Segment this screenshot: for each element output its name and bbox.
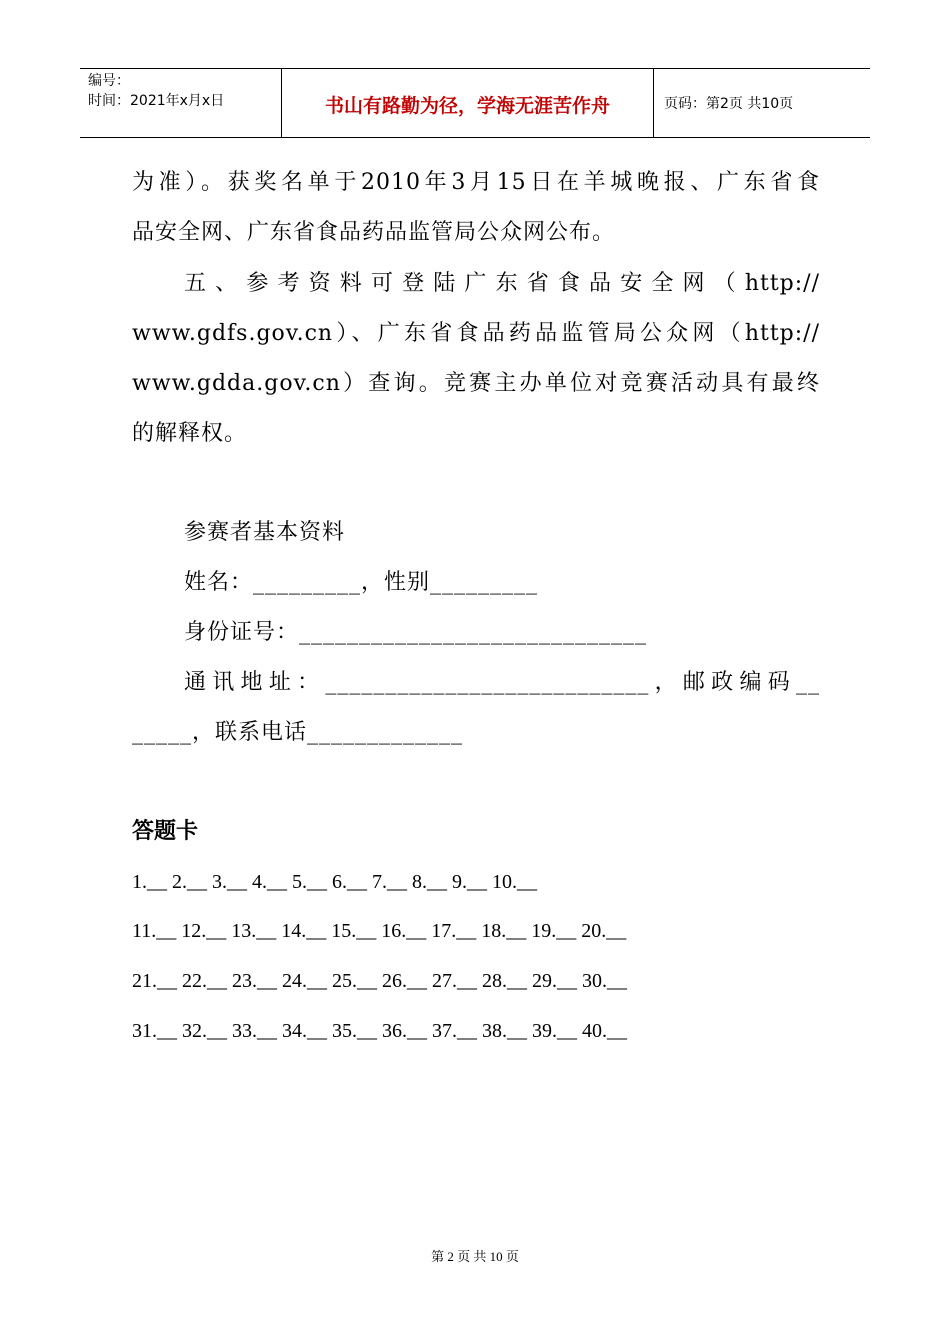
header-number-label: 编号： bbox=[88, 73, 130, 89]
form-phone: _____，联系电话_____________ bbox=[132, 720, 464, 745]
header-meta bbox=[80, 69, 282, 137]
page-footer: 第 2 页 共 10 页 bbox=[431, 1249, 519, 1264]
form-address-postcode: 通讯地址：___________________________，邮政编码__ bbox=[184, 670, 820, 695]
answer-row: 21.__ 22.__ 23.__ 24.__ 25.__ 26.__ 27.__ 28.__ 29.__ 30.__ bbox=[132, 970, 627, 992]
header-time-label: 时间：2021年x月x日 bbox=[88, 93, 225, 109]
page-header bbox=[80, 68, 870, 138]
answer-row: 1.__ 2.__ 3.__ 4.__ 5.__ 6.__ 7.__ 8.__ 9.__ 10.__ bbox=[132, 871, 537, 893]
header-motto: 书山有路勤为径，学海无涯苦作舟 bbox=[282, 69, 654, 137]
paragraph-line: 的解释权。 bbox=[132, 421, 248, 446]
paragraph-line: 品安全网、广东省食品药品监管局公众网公布。 bbox=[132, 220, 616, 245]
answer-card-title: 答题卡 bbox=[132, 819, 199, 844]
answer-row: 31.__ 32.__ 33.__ 34.__ 35.__ 36.__ 37.__ 38.__ 39.__ 40.__ bbox=[132, 1020, 627, 1042]
header-page-info: 页码：第2页 共10页 bbox=[664, 96, 794, 112]
paragraph-line: 为准）。获奖名单于2010年3月15日在羊城晚报、广东省食 bbox=[132, 170, 820, 195]
paragraph-line: 五、参考资料可登陆广东省食品安全网（http:// bbox=[184, 271, 820, 296]
form-title: 参赛者基本资料 bbox=[184, 520, 346, 545]
answer-row: 11.__ 12.__ 13.__ 14.__ 15.__ 16.__ 17.__ 18.__ 19.__ 20.__ bbox=[132, 920, 627, 942]
form-name-gender: 姓名：_________，性别_________ bbox=[184, 570, 539, 595]
paragraph-line: www.gdfs.gov.cn）、广东省食品药品监管局公众网（http:// bbox=[132, 321, 820, 346]
paragraph-line: www.gdda.gov.cn）查询。竞赛主办单位对竞赛活动具有最终 bbox=[132, 371, 820, 396]
form-id-number: 身份证号：_____________________________ bbox=[184, 620, 648, 645]
